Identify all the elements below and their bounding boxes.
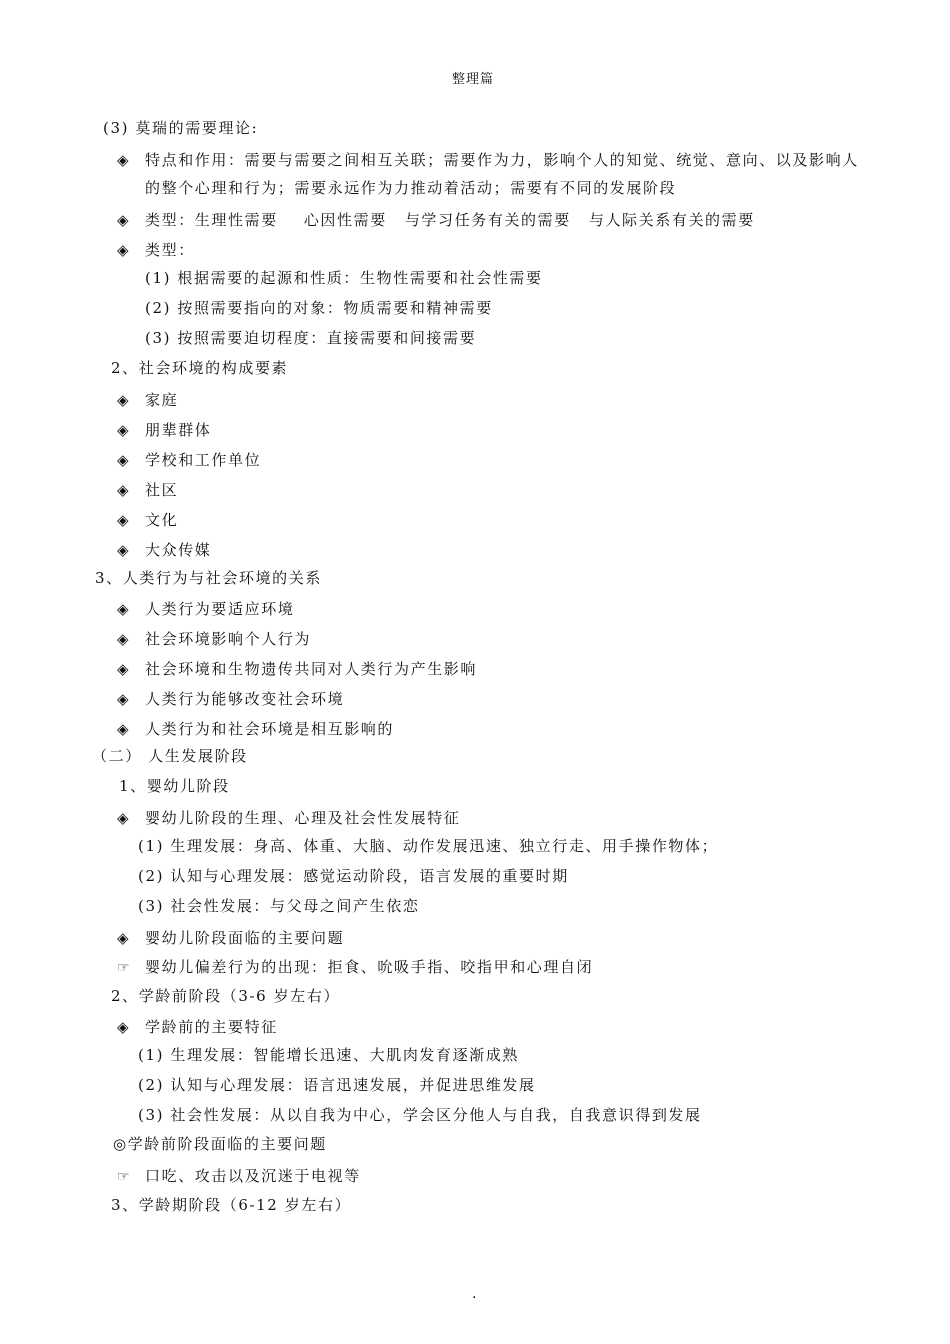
- diamond-icon: ◈: [117, 241, 131, 259]
- bullet-features: [117, 150, 859, 170]
- chapter-heading: （二） 人生发展阶段: [92, 747, 248, 765]
- diamond-icon: ◈: [117, 720, 131, 738]
- bullet-text: 人类行为和社会环境是相互影响的: [145, 720, 395, 738]
- bullet-text: 家庭: [145, 391, 179, 409]
- bullet-text: 人类行为要适应环境: [145, 600, 295, 618]
- diamond-icon: ◈: [117, 809, 131, 827]
- bullet-text: 社区: [145, 481, 179, 499]
- bullet-item: [117, 689, 344, 709]
- problem-heading: ◎学龄前阶段面临的主要问题: [113, 1135, 327, 1153]
- diamond-icon: ◈: [117, 690, 131, 708]
- section-heading: 1、婴幼儿阶段: [119, 777, 230, 795]
- bullet-types-1: [117, 210, 755, 230]
- page-header: 整理篇: [452, 72, 495, 87]
- sub-item: (3) 按照需要迫切程度：直接需要和间接需要: [145, 329, 477, 347]
- bullet-item: [117, 390, 178, 410]
- section-heading: 2、学龄前阶段（3-6 岁左右）: [111, 987, 341, 1005]
- sub-item: (2) 认知与心理发展：感觉运动阶段，语言发展的重要时期: [138, 867, 569, 885]
- sub-item: (1) 根据需要的起源和性质：生物性需要和社会性需要: [145, 269, 543, 287]
- diamond-icon: ◈: [117, 541, 131, 559]
- diamond-icon: ◈: [117, 660, 131, 678]
- section-heading: 3、人类行为与社会环境的关系: [95, 569, 322, 587]
- diamond-icon: ◈: [117, 421, 131, 439]
- bullet-text: 与学习任务有关的需要: [404, 211, 571, 229]
- sub-item: (3) 社会性发展：从以自我为中心，学会区分他人与自我，自我意识得到发展: [138, 1106, 702, 1124]
- bullet-item: [117, 480, 178, 500]
- diamond-icon: ◈: [117, 511, 131, 529]
- bullet-item: [117, 420, 211, 440]
- sub-item: (3) 社会性发展：与父母之间产生依恋: [138, 897, 420, 915]
- bullet-item: [117, 928, 344, 948]
- sub-item: (2) 认知与心理发展：语言迅速发展，并促进思维发展: [138, 1076, 536, 1094]
- bullet-item: [117, 1017, 278, 1037]
- bullet-text: 学校和工作单位: [145, 451, 262, 469]
- bullet-text: 社会环境影响个人行为: [145, 630, 312, 648]
- bullet-item: [117, 719, 394, 739]
- pointing-hand-icon: ☞: [117, 1169, 132, 1185]
- bullet-text: 特点和作用：需要与需要之间相互关联；需要作为力，影响个人的知觉、统觉、意向、以及影响人: [145, 151, 859, 169]
- pointer-text: 婴幼儿偏差行为的出现：拒食、吮吸手指、咬指甲和心理自闭: [145, 958, 594, 976]
- sub-item: (1) 生理发展：智能增长迅速、大肌肉发育逐渐成熟: [138, 1046, 520, 1064]
- bullet-text: 社会环境和生物遗传共同对人类行为产生影响: [145, 660, 478, 678]
- bullet-text: 学龄前的主要特征: [145, 1018, 278, 1036]
- bullet-text: 类型：生理性需要: [145, 211, 278, 229]
- sub-item: (1) 生理发展：身高、体重、大脑、动作发展迅速、独立行走、用手操作物体；: [138, 837, 719, 855]
- bullet-text: 朋辈群体: [145, 421, 212, 439]
- pointer-text: 口吃、攻击以及沉迷于电视等: [145, 1167, 361, 1185]
- bullet-item: [117, 629, 311, 649]
- bullet-text: 与人际关系有关的需要: [588, 211, 755, 229]
- bullet-types-2: [117, 240, 195, 260]
- bullet-item: [117, 808, 460, 828]
- bullet-text: 心因性需要: [303, 211, 387, 229]
- bullet-item: [117, 450, 261, 470]
- section-heading-murray: (3) 莫瑞的需要理论:: [103, 119, 259, 137]
- bullet-text: 文化: [145, 511, 179, 529]
- diamond-icon: ◈: [117, 630, 131, 648]
- diamond-icon: ◈: [117, 481, 131, 499]
- footer-mark: .: [472, 1286, 477, 1302]
- bullet-item: [117, 510, 178, 530]
- diamond-icon: ◈: [117, 451, 131, 469]
- bullet-item: [117, 659, 477, 679]
- diamond-icon: ◈: [117, 600, 131, 618]
- bullet-text: 大众传媒: [145, 541, 212, 559]
- bullet-text: 婴幼儿阶段的生理、心理及社会性发展特征: [145, 809, 461, 827]
- bullet-text: 类型：: [145, 241, 195, 259]
- bullet-item: [117, 540, 211, 560]
- diamond-icon: ◈: [117, 1018, 131, 1036]
- section-heading: 3、学龄期阶段（6-12 岁左右）: [111, 1196, 352, 1214]
- diamond-icon: ◈: [117, 391, 131, 409]
- pointer-item: [117, 957, 593, 978]
- section-heading: 2、社会环境的构成要素: [111, 359, 289, 377]
- diamond-icon: ◈: [117, 151, 131, 169]
- bullet-item: [117, 599, 294, 619]
- pointing-hand-icon: ☞: [117, 960, 132, 976]
- bullet-text: 婴幼儿阶段面临的主要问题: [145, 929, 345, 947]
- bullet-text: 人类行为能够改变社会环境: [145, 690, 345, 708]
- sub-item: (2) 按照需要指向的对象：物质需要和精神需要: [145, 299, 493, 317]
- bullet-continuation: 的整个心理和行为；需要永远作为力推动着活动；需要有不同的发展阶段: [145, 179, 677, 197]
- diamond-icon: ◈: [117, 211, 131, 229]
- diamond-icon: ◈: [117, 929, 131, 947]
- pointer-item: [117, 1166, 361, 1187]
